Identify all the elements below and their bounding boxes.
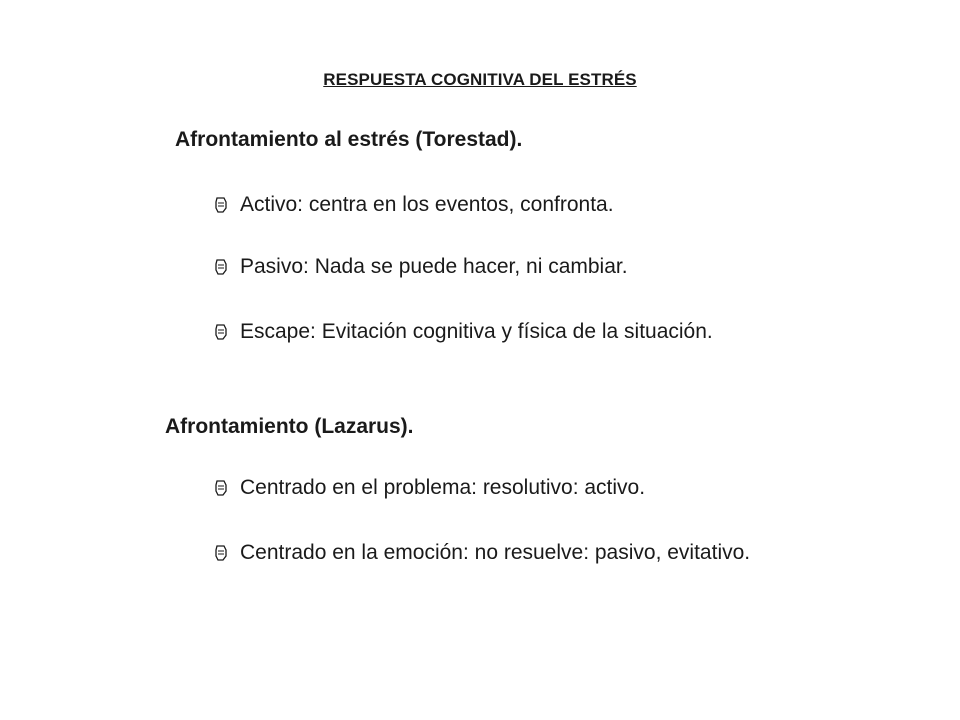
slide-title: RESPUESTA COGNITIVA DEL ESTRÉS xyxy=(323,70,637,89)
list-item-problema xyxy=(212,476,645,500)
list-item-pasivo xyxy=(212,255,628,279)
pointing-hand-icon xyxy=(212,478,230,498)
list-item-activo xyxy=(212,193,614,217)
section-heading-lazarus: Afrontamiento (Lazarus). xyxy=(165,415,414,438)
pointing-hand-icon xyxy=(212,322,230,342)
section-heading-torestad: Afrontamiento al estrés (Torestad). xyxy=(175,128,523,151)
list-item-text: Activo: centra en los eventos, confronta. xyxy=(240,193,614,216)
pointing-hand-icon xyxy=(212,257,230,277)
list-item-text: Pasivo: Nada se puede hacer, ni cambiar. xyxy=(240,255,628,278)
list-item-text: Centrado en el problema: resolutivo: activo. xyxy=(240,476,646,499)
pointing-hand-icon xyxy=(212,195,230,215)
list-item-emocion xyxy=(212,541,750,565)
list-item-text: Centrado en la emoción: no resuelve: pasivo, evitativo. xyxy=(240,541,751,564)
pointing-hand-icon xyxy=(212,543,230,563)
list-item-text: Escape: Evitación cognitiva y física de la situación. xyxy=(240,320,713,343)
list-item-escape xyxy=(212,320,713,344)
